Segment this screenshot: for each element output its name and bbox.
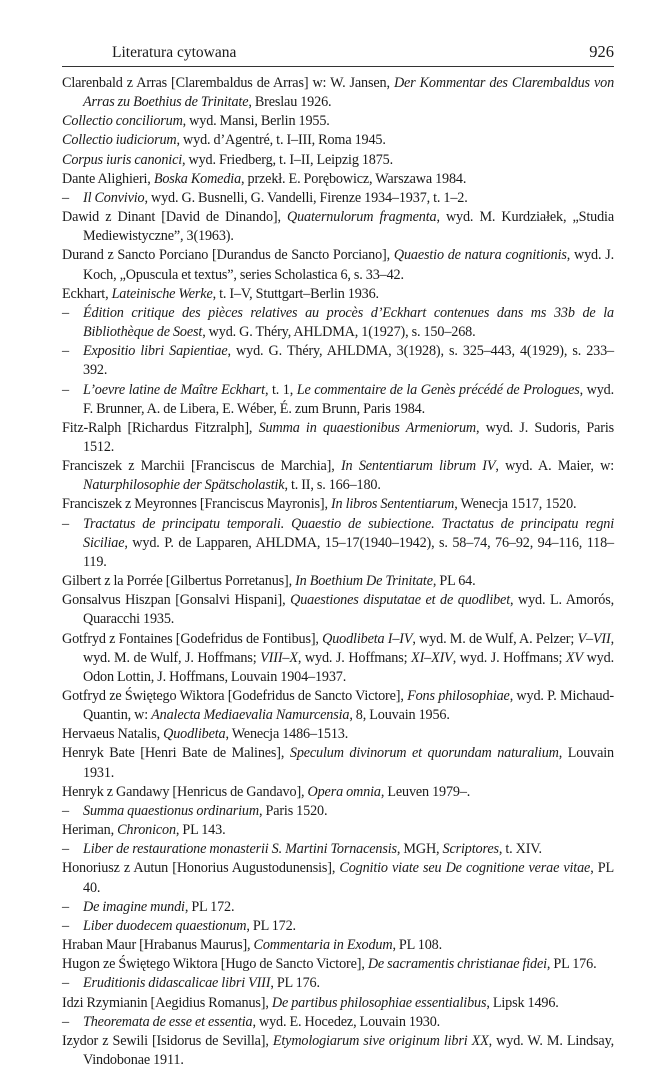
entry-text: , wyd. F. Brunner, A. de Libera, E. Wéber, É. zum Brunn, Paris 1984. <box>83 381 615 417</box>
entry-title-italic: Boska Komedia <box>153 170 242 187</box>
entry-text: , wyd. M. de Wulf, J. Hoffmans; <box>83 630 614 666</box>
bibliography-subentry <box>62 515 614 572</box>
bibliography-entry <box>62 744 614 782</box>
entry-title-italic: Quaternulorum fragmenta <box>287 209 437 226</box>
entry-text: , PL 172. <box>184 898 235 915</box>
bibliography-entry <box>62 687 614 725</box>
bibliography-entry <box>62 246 614 284</box>
bibliography-subentry <box>62 898 614 917</box>
entry-title-italic: De partibus philosophiae essentialibus <box>271 994 487 1011</box>
entry-title-italic: Eruditionis didascalicae libri VIII <box>83 975 271 992</box>
entry-title-italic: XI–XIV <box>411 649 453 666</box>
entry-title-italic: Chronicon <box>117 822 176 839</box>
entry-text: , 8, Louvain 1956. <box>349 707 450 724</box>
entry-text: Honoriusz z Autun [Honorius Augustodunensis], <box>62 860 340 877</box>
entry-text: , wyd. L. Amorós, Quaracchi 1935. <box>83 592 614 628</box>
entry-text: , wyd. J. Sudoris, Paris 1512. <box>83 419 615 455</box>
entry-text: Dante Alighieri, <box>62 170 154 187</box>
entry-text: , Lipsk 1496. <box>486 994 559 1011</box>
subentry-dash: – <box>62 1013 69 1030</box>
bibliography-entry <box>62 783 614 802</box>
entry-text: , wyd. G. Théry, AHLDMA, 3(1928), s. 325–443, 4(1929), s. 233–392. <box>83 343 615 379</box>
entry-title-italic: Liber duodecem quaestionum <box>83 917 247 934</box>
entry-text: , t. II, s. 166–180. <box>284 477 381 494</box>
bibliography-entry <box>62 572 614 591</box>
entry-text: , t. I–V, Stuttgart–Berlin 1936. <box>212 285 379 302</box>
entry-title-italic: XV <box>565 649 583 666</box>
entry-title-italic: In Sententiarum librum IV <box>340 458 496 475</box>
subentry-dash: – <box>62 802 69 819</box>
bibliography-entry <box>62 419 614 457</box>
entry-text: , wyd. G. Busnelli, G. Vandelli, Firenze 1934–1937, t. 1–2. <box>144 189 468 206</box>
entry-title-italic: Summa quaestionus ordinarium <box>83 802 259 819</box>
entry-text: , PL 172. <box>246 917 296 934</box>
entry-title-italic: L’oevre latine de Maître Eckhart <box>83 381 265 398</box>
bibliography-entry <box>62 994 614 1013</box>
entry-text: Henryk z Gandawy [Henricus de Gandavo], <box>62 783 308 800</box>
entry-text: wyd. Odon Lottin, J. Hoffmans, Louvain 1904–1937. <box>83 649 614 685</box>
entry-text: , wyd. J. Hoffmans; <box>452 649 566 666</box>
bibliography-entry <box>62 955 614 974</box>
entry-text: Henryk Bate [Henri Bate de Malines], <box>62 745 290 762</box>
entry-title-italic: Liber de restauratione monasterii S. Martini Tornacensis <box>83 841 397 858</box>
entry-title-italic: Collectio iudiciorum <box>62 132 177 149</box>
subentry-dash: – <box>62 515 69 532</box>
entry-title-italic: Summa in quaestionibus Armeniorum <box>258 419 477 436</box>
entry-text: Gotfryd ze Świętego Wiktora [Godefridus de Sancto Victore], <box>62 688 408 704</box>
entry-title-italic: In Boethium De Trinitate <box>295 573 433 590</box>
running-title: Literatura cytowana <box>112 44 237 61</box>
entry-text: , wyd. M. Kurdziałek, „Studia Mediewistyczne”, 3(1963). <box>83 209 614 245</box>
bibliography-entry <box>62 131 614 150</box>
entry-text: , wyd. J. Koch, „Opuscula et textus”, series Scholastica 6, s. 33–42. <box>83 247 614 283</box>
entry-text: Gonsalvus Hiszpan [Gonsalvi Hispani], <box>62 592 291 609</box>
subentry-dash: – <box>62 898 69 915</box>
entry-text: , Leuven 1979–. <box>380 783 471 800</box>
entry-title-italic: Theoremata de esse et essentia <box>83 1013 253 1030</box>
entry-text: , PL 108. <box>392 937 442 954</box>
entry-text: Heriman, <box>62 822 118 839</box>
entry-text: , wyd. G. Théry, AHLDMA, 1(1927), s. 150–268. <box>202 324 476 341</box>
entry-title-italic: Il Convivio <box>83 189 145 206</box>
bibliography-entry <box>62 285 614 304</box>
bibliography-subentry <box>62 974 614 993</box>
entry-title-italic: In libros Sententiarum <box>330 496 455 513</box>
entry-title-italic: Corpus iuris canonici <box>62 151 183 168</box>
entry-title-italic: Quodlibeta <box>163 726 226 743</box>
bibliography-entry <box>62 936 614 955</box>
subentry-dash: – <box>62 841 69 858</box>
entry-title-italic: Etymologiarum sive originum libri XX <box>272 1032 489 1049</box>
entry-title-italic: V–VII <box>577 630 611 647</box>
entry-title-italic: Quodlibeta I–IV <box>322 630 413 647</box>
bibliography-entry <box>62 457 614 495</box>
entry-title-italic: Tractatus de principatu temporali. Quaestio de subiectione. Tractatus de principatu regni Siciliae <box>83 515 614 551</box>
entry-text: , PL 176. <box>546 956 597 973</box>
bibliography-subentry <box>62 342 614 380</box>
entry-title-italic: De imagine mundi <box>83 898 185 915</box>
page-number: 926 <box>589 42 614 61</box>
entry-title-italic: Opera omnia <box>307 783 381 800</box>
entry-title-italic: Le commentaire de la Genès précédé de Prologues <box>296 381 580 398</box>
bibliography-subentry <box>62 917 614 936</box>
entry-text: Hervaeus Natalis, <box>62 726 164 743</box>
entry-text: , wyd. Friedberg, t. I–II, Leipzig 1875. <box>182 151 394 168</box>
bibliography-subentry <box>62 189 614 208</box>
bibliography-subentry <box>62 802 614 821</box>
entry-text: , wyd. A. Maier, w: <box>495 458 614 475</box>
entry-text: Clarenbald z Arras [Clarembaldus de Arras] w: W. Jansen, <box>62 75 394 91</box>
entry-title-italic: Commentaria in Exodum <box>253 937 393 954</box>
entry-title-italic: Lateinische Werke <box>111 285 213 302</box>
entry-text: , wyd. W. M. Lindsay, Vindobonae 1911. <box>83 1032 614 1068</box>
entry-text: , PL 176. <box>270 975 320 992</box>
entry-text: , Wenecja 1486–1513. <box>225 726 349 743</box>
bibliography-entry <box>62 859 614 897</box>
entry-text: , Louvain 1931. <box>83 745 614 781</box>
bibliography-subentry <box>62 840 614 859</box>
bibliography-subentry <box>62 381 614 419</box>
bibliography-entry <box>62 725 614 744</box>
bibliography-entry <box>62 591 614 629</box>
entry-title-italic: VIII–X <box>260 649 298 666</box>
bibliography-entry <box>62 821 614 840</box>
bibliography-subentry <box>62 304 614 342</box>
entry-title-italic: Collectio conciliorum <box>62 113 183 130</box>
entry-text: Gotfryd z Fontaines [Godefridus de Fontibus], <box>62 630 323 647</box>
entry-text: , PL 64. <box>432 573 476 590</box>
entry-text: Durand z Sancto Porciano [Durandus de Sancto Porciano], <box>62 247 394 264</box>
entry-title-italic: Quaestio de natura cognitionis <box>393 247 567 264</box>
entry-text: , PL 40. <box>83 860 614 896</box>
entry-text: Eckhart, <box>62 285 112 302</box>
entry-text: Gilbert z la Porrée [Gilbertus Porretanus], <box>62 573 296 590</box>
entry-text: Dawid z Dinant [David de Dinando], <box>62 209 288 226</box>
entry-text: , wyd. M. de Wulf, A. Pelzer; <box>412 630 578 647</box>
entry-title-italic: Speculum divinorum et quorundam naturalium <box>289 745 559 762</box>
entry-text: Franciszek z Marchii [Franciscus de Marchia], <box>62 458 341 475</box>
running-header <box>62 38 614 67</box>
document-page <box>62 38 614 1070</box>
subentry-dash: – <box>62 381 69 398</box>
entry-title-italic: Cognitio viate seu De cognitione verae vitae <box>339 860 591 877</box>
bibliography-entry <box>62 74 614 112</box>
entry-text: Hraban Maur [Hrabanus Maurus], <box>62 937 254 954</box>
subentry-dash: – <box>62 917 69 934</box>
entry-text: , Paris 1520. <box>258 802 328 819</box>
entry-text: , PL 143. <box>175 822 226 839</box>
entry-text: , t. XIV. <box>498 841 542 858</box>
entry-text: , wyd. d’Agentré, t. I–III, Roma 1945. <box>176 132 386 149</box>
entry-text: , wyd. P. Michaud-Quantin, w: <box>83 688 614 724</box>
entry-text: , wyd. P. de Lapparen, AHLDMA, 15–17(1940–1942), s. 58–74, 76–92, 94–116, 118–119. <box>83 534 614 570</box>
bibliography-list <box>62 74 614 1070</box>
entry-text: Hugon ze Świętego Wiktora [Hugo de Sancto Victore], <box>62 956 368 973</box>
entry-title-italic: Der Kommentar des Clarembaldus von Arras zu Boethius de Trinitate <box>83 75 615 111</box>
entry-text: , wyd. E. Hocedez, Louvain 1930. <box>252 1013 441 1030</box>
entry-title-italic: De sacramentis christianae fidei <box>367 956 547 973</box>
entry-text: Idzi Rzymianin [Aegidius Romanus], <box>62 994 272 1011</box>
entry-title-italic: Naturphilosophie der Spätscholastik <box>83 477 285 494</box>
entry-text: Fitz-Ralph [Richardus Fitzralph], <box>62 419 259 436</box>
bibliography-entry <box>62 495 614 514</box>
bibliography-entry <box>62 1032 614 1070</box>
entry-text: Franciszek z Meyronnes [Franciscus Mayronis], <box>62 496 331 513</box>
entry-text: , Wenecja 1517, 1520. <box>454 496 577 513</box>
bibliography-entry <box>62 151 614 170</box>
entry-title-italic: Scriptores <box>442 841 499 858</box>
entry-title-italic: Expositio libri Sapientiae <box>83 343 228 360</box>
bibliography-subentry <box>62 1013 614 1032</box>
bibliography-entry <box>62 170 614 189</box>
entry-text: , Breslau 1926. <box>248 94 332 111</box>
bibliography-entry <box>62 208 614 246</box>
entry-text: , t. 1, <box>264 381 297 398</box>
entry-title-italic: Quaestiones disputatae et de quodlibet <box>290 592 510 609</box>
bibliography-entry <box>62 630 614 687</box>
entry-text: , MGH, <box>396 841 443 858</box>
entry-title-italic: Fons philosophiae <box>407 688 510 704</box>
entry-title-italic: Analecta Mediaevalia Namurcensia <box>151 707 350 724</box>
entry-text: , przekł. E. Porębowicz, Warszawa 1984. <box>241 170 467 187</box>
subentry-dash: – <box>62 975 69 992</box>
bibliography-entry <box>62 112 614 131</box>
subentry-dash: – <box>62 304 69 321</box>
entry-text: , wyd. Mansi, Berlin 1955. <box>182 113 330 130</box>
entry-title-italic: Édition critique des pièces relatives au procès d’Eckhart contenues dans ms 33b de la Bibliothèque de Soest <box>83 304 614 341</box>
entry-text: , wyd. J. Hoffmans; <box>297 649 412 666</box>
entry-text: Izydor z Sewili [Isidorus de Sevilla], <box>62 1032 273 1049</box>
subentry-dash: – <box>62 343 69 360</box>
subentry-dash: – <box>62 189 69 206</box>
